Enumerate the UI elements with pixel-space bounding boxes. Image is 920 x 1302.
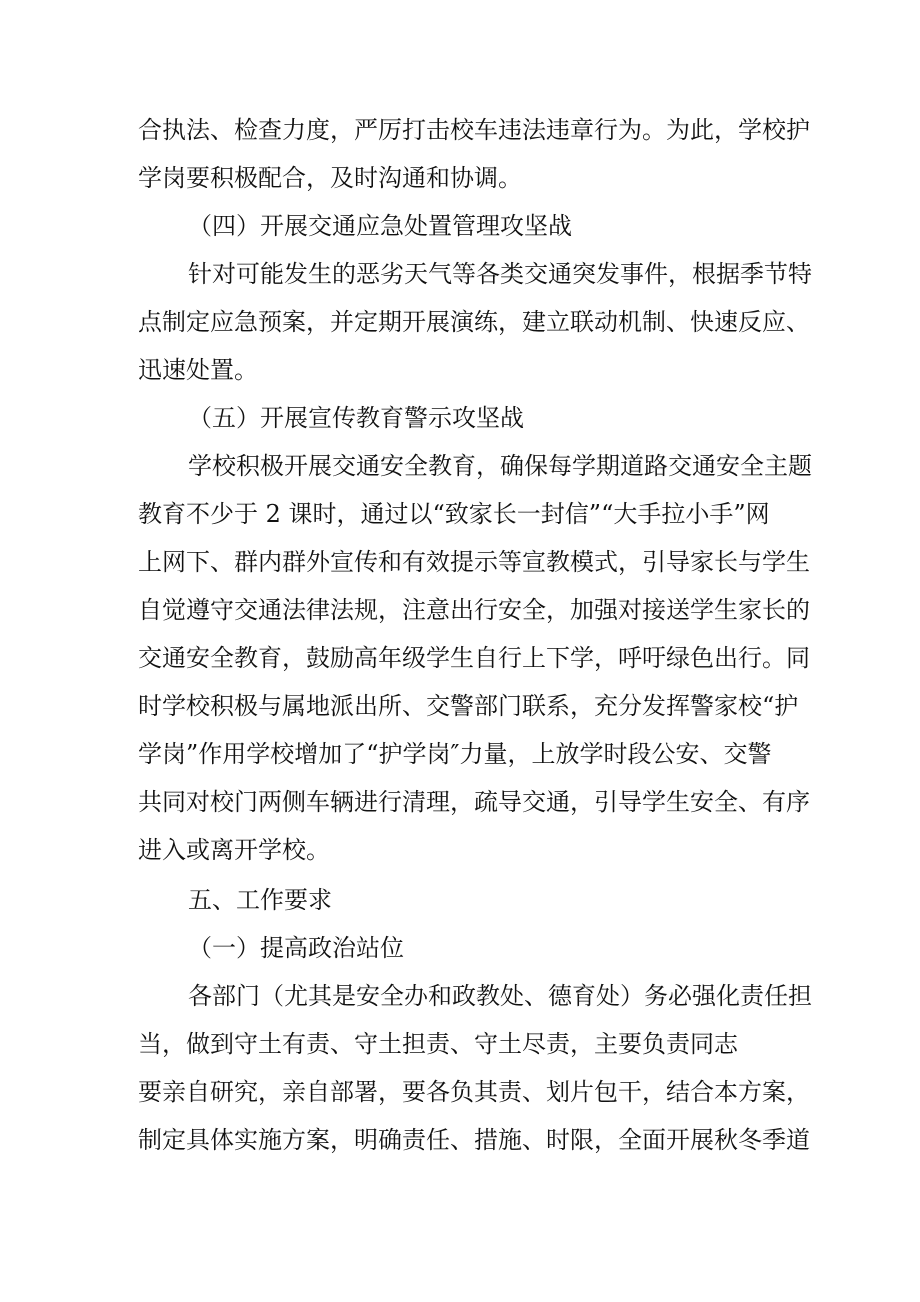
section-heading: （五）开展宣传教育警示攻坚战 bbox=[188, 404, 524, 432]
paragraph-line: 针对可能发生的恶劣天气等各类交通突发事件，根据季节特 bbox=[188, 260, 812, 288]
paragraph-line: 交通安全教育，鼓励高年级学生自行上下学，呼吁绿色出行。同 bbox=[138, 644, 810, 672]
section-heading: 五、工作要求 bbox=[188, 886, 332, 914]
paragraph-line: 自觉遵守交通法律法规，注意出行安全，加强对接送学生家长的 bbox=[138, 596, 810, 624]
paragraph-line: 教育不少于 2 课时，通过以“致家长一封信”“大手拉小手”网 bbox=[138, 500, 770, 528]
paragraph-line: 上网下、群内群外宣传和有效提示等宣教模式，引导家长与学生 bbox=[138, 548, 810, 576]
paragraph-line: 当，做到守土有责、守土担责、守土尽责，主要负责同志 bbox=[138, 1030, 738, 1058]
subsection-heading: （一）提高政治站位 bbox=[188, 934, 404, 962]
paragraph-line: 时学校积极与属地派出所、交警部门联系，充分发挥警家校“护 bbox=[138, 692, 799, 720]
paragraph-line: 要亲自研究，亲自部署，要各负其责、划片包干，结合本方案， bbox=[138, 1078, 810, 1106]
section-heading: （四）开展交通应急处置管理攻坚战 bbox=[188, 212, 572, 240]
paragraph-line: 制定具体实施方案，明确责任、措施、时限，全面开展秋冬季道 bbox=[138, 1126, 810, 1154]
paragraph-line: 合执法、检查力度，严厉打击校车违法违章行为。为此，学校护 bbox=[138, 116, 810, 144]
paragraph-line: 学岗要积极配合，及时沟通和协调。 bbox=[138, 164, 522, 192]
paragraph-line: 迅速处置。 bbox=[138, 356, 258, 384]
paragraph-line: 进入或离开学校。 bbox=[138, 836, 330, 864]
paragraph-line: 点制定应急预案，并定期开展演练，建立联动机制、快速反应、 bbox=[138, 308, 810, 336]
paragraph-line: 学岗”作用学校增加了“护学岗″力量，上放学时段公安、交警 bbox=[138, 740, 772, 768]
paragraph-line: 学校积极开展交通安全教育，确保每学期道路交通安全主题 bbox=[188, 452, 812, 480]
paragraph-line: 各部门（尤其是安全办和政教处、德育处）务必强化责任担 bbox=[188, 982, 812, 1010]
paragraph-line: 共同对校门两侧车辆进行清理，疏导交通，引导学生安全、有序 bbox=[138, 788, 810, 816]
